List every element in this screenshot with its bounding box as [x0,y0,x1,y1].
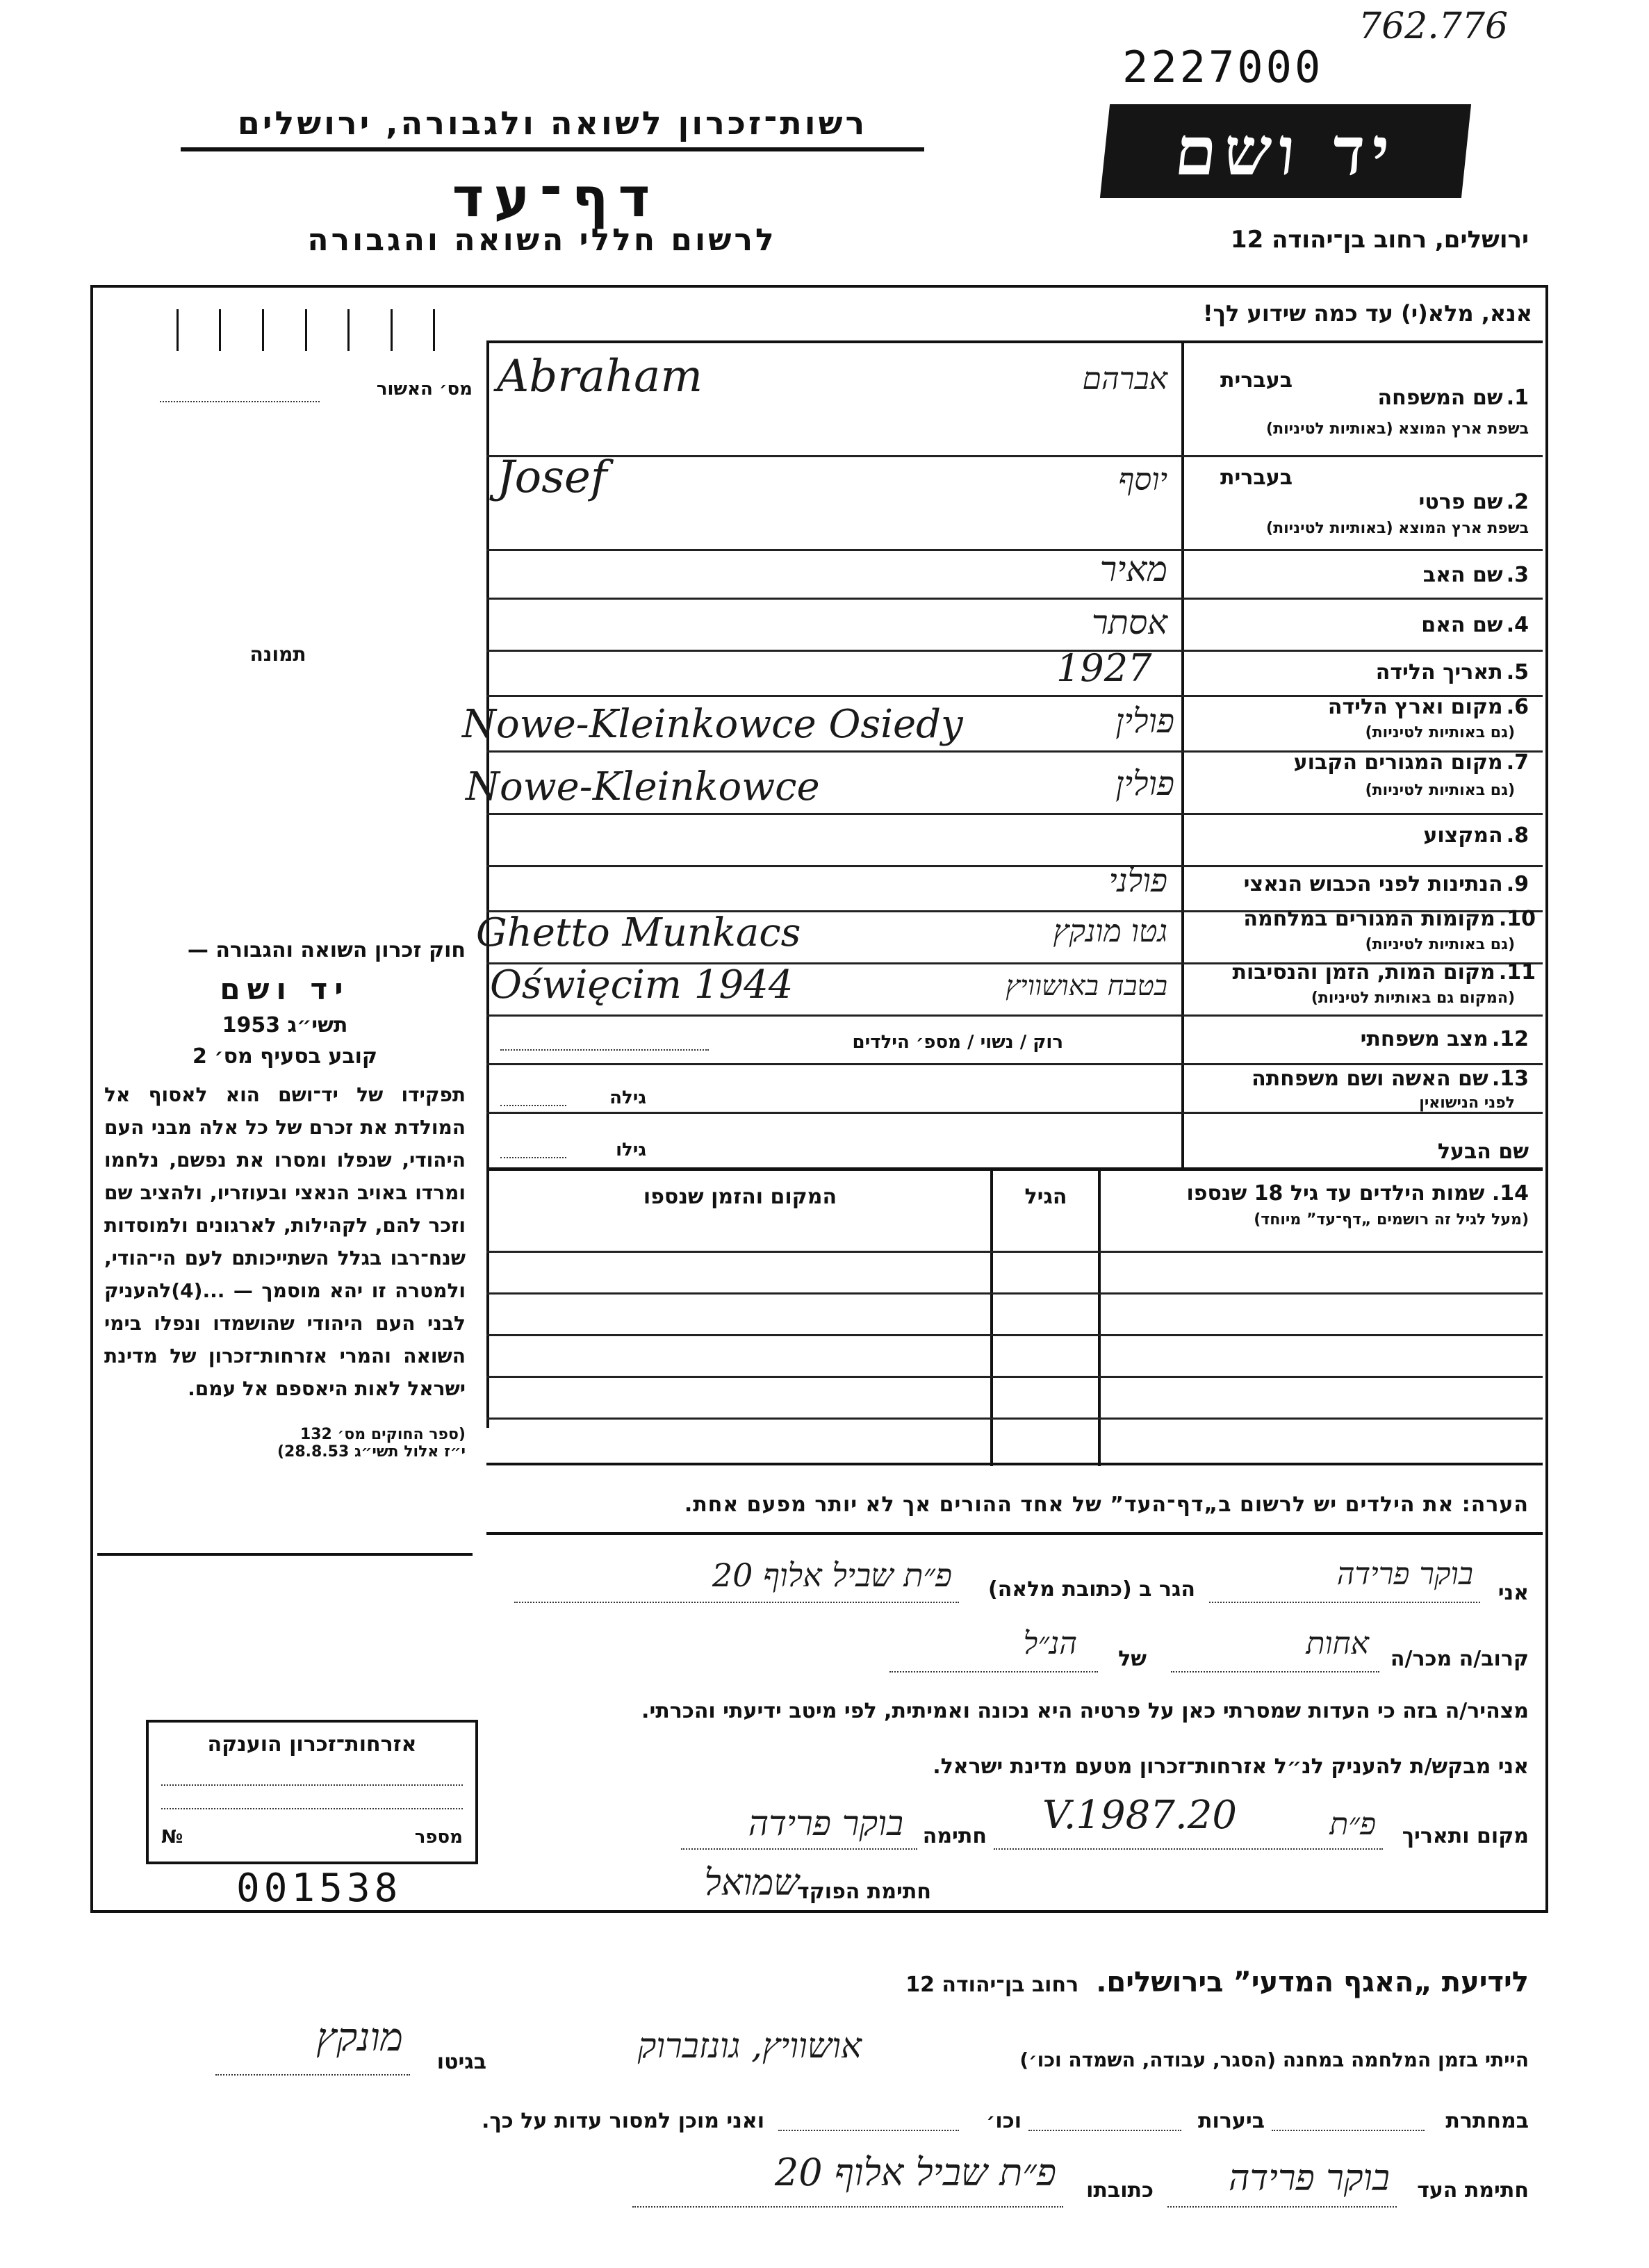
field-6-value-latin[interactable]: Nowe-Kleinkowce Osiedy [462,702,963,747]
signature-value[interactable]: בוקר פרידה [748,1803,903,1843]
law-source-1: (ספר החוקים מס׳ 132 [300,1426,466,1443]
children-col-divider-age [990,1171,993,1466]
officer-signature[interactable]: שמואל [704,1862,799,1904]
field-3-value-hebrew[interactable]: מאיר [1099,549,1167,589]
willing-statement: ואני מוכן למסור עדות על כך. [482,2109,764,2133]
approval-number-field[interactable] [160,400,320,402]
children-row-5 [486,1418,1543,1420]
law-text: תפקידו של יד־ושם הוא לאסוף אל המולדת את זכרם של כל אלה מבני העם היהודי, שנפלו ומסרו את נפשם, נלחמו ומרדו באויב הנאצי ובעוזריו, ולהציב שם וזכר להם, לקהילות, לארגונים ולמוסדות שנח־רבו בגלל השתייכותם לעם הי־הודי, ולמטרה זו יהא מוסמך — ...(4)להעניק לבני העם היהודי שהושמדו ונפלו בימי השואה והמרי אזרחות־זכרון של מדינת ישראל לאות היאספם אל עמם. [104,1083,466,1400]
photo-column-divider [486,340,489,1428]
bottom-line-2 [97,2092,1529,2147]
field-8-label: 8. המקצוע [1423,823,1529,848]
field-11-label: 11. מקום המות, הזמן והנסיבות [1232,960,1536,985]
camp-value[interactable]: אושוויץ, גונזברוק [637,2025,862,2066]
children-col-divider-name [1098,1171,1101,1466]
citizenship-title: אזרחות־זכרון הוענקה [207,1732,417,1757]
field-12-label: 12. מצב משפחתי [1360,1027,1529,1051]
field-13-label: 13. שם האשה ושם משפחתה [1252,1067,1529,1091]
field-12-options: רוק / נשוי / מספ׳ הילדים [852,1032,1063,1053]
officer-line [500,1862,931,1911]
field-10-value-latin[interactable]: Ghetto Munkacs [476,910,801,955]
form-serial-number: 2227000 [1122,42,1324,92]
field-2-label: 2. שם פרטי [1418,490,1529,514]
org-line: רשות־זכרון לשואה ולגבורה, ירושלים [181,104,924,151]
field-5-label: 5. תאריך הלידה [1375,660,1529,684]
bottom-header [500,1966,1529,1998]
declaration-line-1 [500,1556,1529,1612]
children-title: 14. שמות הילדים עד גיל 18 שנספו (מעל לגיל זה רושמים „דף־עד” מיוחד) [1186,1181,1529,1228]
field-13-age-label: גילה [609,1087,646,1108]
fill-request: אנא, מלא(י) עד כמה שידוע לך! [1202,300,1532,327]
signature-label: חתימה [922,1824,987,1848]
husband-label: שם הבעל [1437,1140,1529,1164]
declaration-line-2 [500,1626,1529,1682]
label-column-divider [1181,340,1184,1167]
field-10-sub: (גם באותיות לטיניות) [1365,936,1515,953]
bottom-title: לידיעת „האגף המדעי” בירושלים. [1096,1966,1529,1998]
law-clause: קובע בסעיף מס׳ 2 [192,1044,378,1069]
i-label: אני [1498,1581,1529,1605]
row-line-13 [486,1112,1543,1114]
husband-age-label: גילו [616,1140,646,1160]
row-line-4 [486,650,1543,652]
field-11-value-hebrew[interactable]: בטבח באושוויץ [1006,970,1167,1002]
field-2-hebrew-tag: בעברית [1220,466,1293,490]
witness-label: חתימת העד [1417,2178,1529,2203]
field-1-label: 1. שם המשפחה [1377,386,1529,410]
row-line-1 [486,455,1543,457]
field-11-value-latin[interactable]: Oświęcim 1944 [490,962,794,1008]
ghetto-value[interactable]: מונקץ [316,2015,403,2060]
field-1-value-hebrew[interactable]: אברהם [1082,361,1167,397]
law-title: חוק זכרון השואה והגבורה — [187,938,466,962]
field-6-label: 6. מקום וארץ הלידה [1327,695,1529,719]
law-source-2: י״ז אלול תשי״ג 28.8.53) [277,1443,466,1461]
place-date-label: מקום ותאריך [1402,1824,1529,1848]
field-4-value-hebrew[interactable]: אסתר [1092,603,1167,642]
field-6-sub: (גם באותיות לטיניות) [1365,724,1515,741]
date-value[interactable]: 20.V.1987 [1042,1793,1237,1838]
law-box-content [104,938,466,1461]
field-7-label: 7. מקום המגורים הקבוע [1293,750,1529,775]
field-10-label: 10. מקומות המגורים במלחמה [1243,907,1536,931]
witness-signature[interactable]: בוקר פרידה [1229,2158,1390,2199]
resides-label: הגר ב (כתובת מלאה) [987,1577,1195,1602]
field-9-label: 9. הנתינות לפני הכבוש הנאצי [1243,872,1529,896]
field-5-value[interactable]: 1927 [1056,646,1152,690]
husband-age-field[interactable] [500,1157,566,1158]
forests-label: ביערות [1198,2109,1265,2133]
logo-text: יד ושם [1171,112,1400,190]
etc-label: וכו׳ [986,2109,1022,2133]
law-year: תשי״ג 1953 [222,1013,348,1037]
children-note: הערה: את הילדים יש לרשום ב„דף־העד” של אחד ההורים אך לא יותר מפעם אחת. [684,1493,1529,1517]
field-2-sub: בשפת ארץ המוצא (באותיות לטיניות) [1266,520,1529,537]
field-1-value-latin[interactable]: Abraham [497,351,703,402]
field-1-hebrew-tag: בעברית [1220,368,1293,393]
witness-address-value[interactable]: פ״ת שביל אלוף 20 [774,2151,1056,2194]
row-line-14 [486,1167,1543,1171]
header-divider [486,340,1543,343]
children-col-age: הגיל [1024,1185,1067,1209]
field-7-value-latin[interactable]: Nowe-Kleinkowce [466,764,820,810]
note-divider [486,1532,1543,1535]
children-row-4 [486,1376,1543,1378]
bottom-address: רחוב בן־יהודה 12 [905,1973,1079,1997]
children-col-place: המקום והזמן שנספו [643,1185,837,1209]
of-value[interactable]: הנ״ל [1023,1626,1077,1661]
relative-value[interactable]: אחות [1306,1626,1369,1661]
children-table-bottom [486,1463,1543,1465]
declarant-address[interactable]: פ״ת שביל אלוף 20 [712,1556,952,1594]
yad-vashem-logo [1100,104,1471,198]
row-line-7 [486,813,1543,815]
photo-label: תמונה [249,643,306,666]
number-symbol: № [161,1827,183,1848]
children-row-2 [486,1292,1543,1295]
citizenship-box [146,1720,478,1864]
children-row-3 [486,1334,1543,1336]
field-9-value-hebrew[interactable]: פולני [1108,862,1167,899]
field-3-label: 3. שם האב [1422,563,1529,587]
field-7-sub: (גם באותיות לטיניות) [1365,782,1515,799]
declaration-line-3 [500,1786,1529,1855]
row-line-3 [486,598,1543,600]
hiding-label: במחתרת [1445,2109,1529,2133]
relative-label: קרוב/ה מכר/ה [1390,1647,1529,1671]
bottom-line-3 [97,2147,1529,2217]
bottom-line-1 [97,2015,1529,2078]
field-11-sub: (המקום גם באותיות לטיניות) [1311,989,1515,1007]
field-2-value-hebrew[interactable]: יוסף [1118,462,1167,498]
declaration-statement-1: מצהיר/ה בזה כי העדות שמסרתי כאן על פרטיה היא נכונה ואמיתית, לפי מיטב ידיעתי והכרתי. [641,1699,1529,1723]
approval-grid [136,309,476,351]
declarant-name[interactable]: בוקר פרידה [1336,1556,1473,1592]
field-1-sub: בשפת ארץ המוצא (באותיות לטיניות) [1266,420,1529,438]
officer-label: חתימת הפוקד [797,1880,931,1904]
row-line-12 [486,1063,1543,1065]
children-row-1 [486,1251,1543,1253]
handwritten-serial: 762.776 [1359,6,1509,47]
field-6-value-hebrew[interactable]: פולין [1115,702,1174,741]
row-line-11 [486,1014,1543,1017]
declaration-statement-2: אני מבקש/ת להעניק לנ״ל אזרחות־זכרון מטעם מדינת ישראל. [933,1755,1529,1779]
number-label: מספר [414,1827,463,1848]
ghetto-label: בגיטו [436,2050,486,2074]
field-12-children-count[interactable] [500,1049,709,1051]
field-13-age-field[interactable] [500,1105,566,1106]
field-4-label: 4. שם האם [1421,613,1529,637]
form-subtitle: לרשום חללי השואה והגבורה [307,222,777,258]
field-10-value-hebrew[interactable]: גטו מונקץ [1053,914,1167,949]
approval-number-label: מס׳ האשור [376,379,473,400]
place-value[interactable]: פ״ת [1329,1807,1376,1842]
of-label: של [1118,1647,1147,1671]
field-13-sub: לפני הנישואין [1419,1094,1515,1112]
witness-address-label: כתובתו [1086,2178,1154,2203]
header-address: ירושלים, רחוב בן־יהודה 12 [1230,226,1529,254]
camp-label: הייתי בזמן המלחמה במחנה (הסגר, עבודה, השמדה וכו׳) [1019,2048,1529,2071]
field-7-value-hebrew[interactable]: פולין [1115,764,1174,803]
form-title: דף־עד [452,167,660,229]
law-name: יד ושם [220,972,350,1006]
stamp-number: 001538 [236,1866,402,1911]
field-2-value-latin[interactable]: Josef [497,452,607,503]
